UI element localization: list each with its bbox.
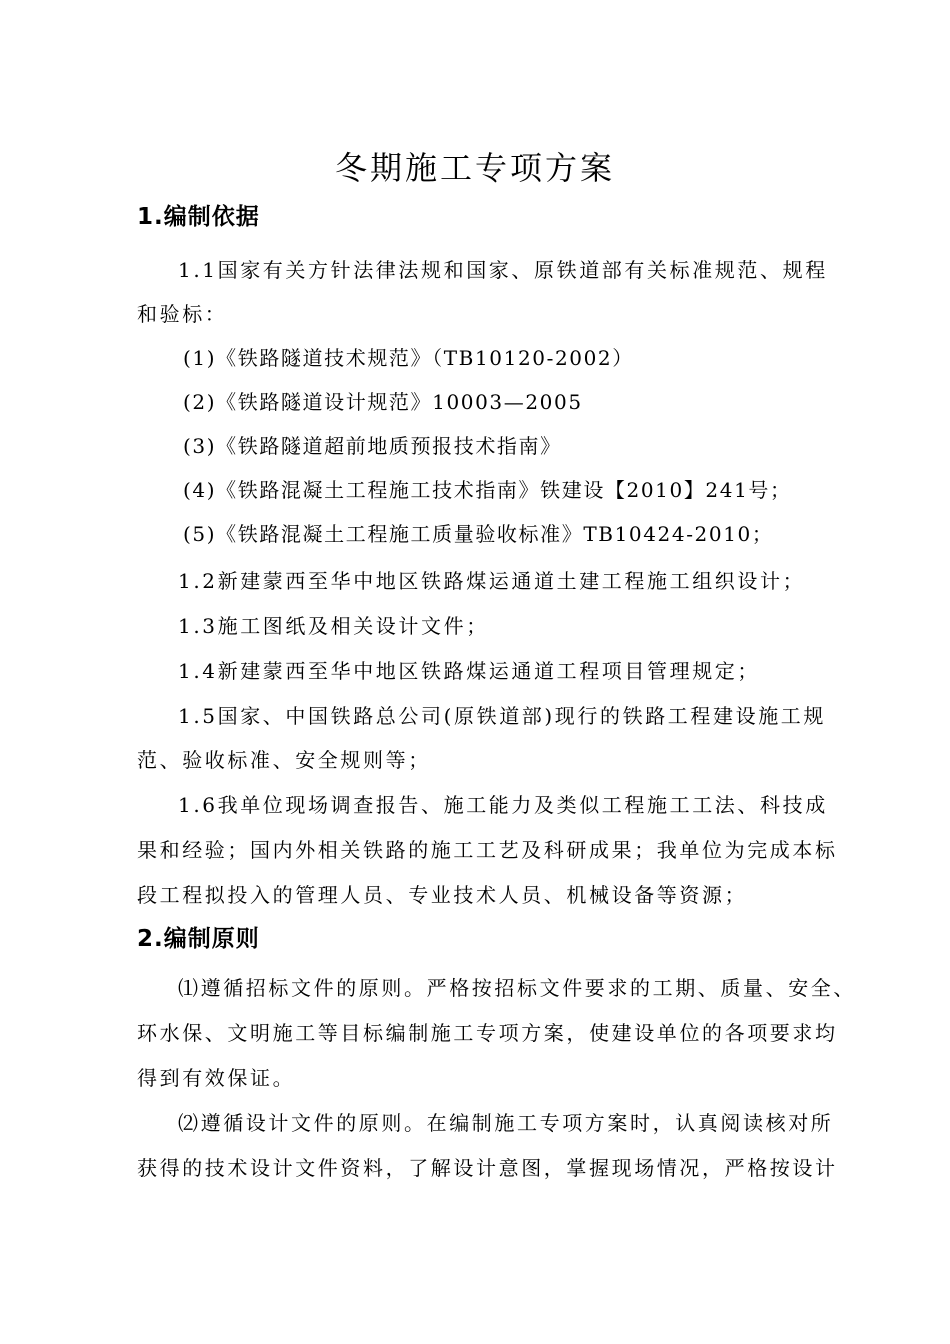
paragraph-1-4: 1.4新建蒙西至华中地区铁路煤运通道工程项目管理规定； bbox=[178, 659, 761, 683]
principle-2-line-1: ⑵遵循设计文件的原则。在编制施工专项方案时，认真阅读核对所 bbox=[178, 1111, 834, 1135]
reference-item-3: (3)《铁路隧道超前地质预报技术指南》 bbox=[183, 434, 562, 458]
principle-2-line-2: 获得的技术设计文件资料，了解设计意图，掌握现场情况，严格按设计 bbox=[137, 1156, 838, 1180]
reference-item-5: (5)《铁路混凝土工程施工质量验收标准》TB10424-2010； bbox=[183, 522, 774, 546]
section-heading-2: 2.编制原则 bbox=[137, 926, 260, 952]
paragraph-1-5-line-2: 范、验收标准、安全规则等； bbox=[137, 748, 431, 772]
paragraph-1-3: 1.3施工图纸及相关设计文件； bbox=[178, 614, 489, 638]
paragraph-1-6-line-3: 段工程拟投入的管理人员、专业技术人员、机械设备等资源； bbox=[137, 883, 748, 907]
paragraph-1-5-line-1: 1.5国家、中国铁路总公司(原铁道部)现行的铁路工程建设施工规 bbox=[178, 704, 827, 728]
reference-item-1: (1)《铁路隧道技术规范》（TB10120-2002） bbox=[183, 346, 634, 370]
paragraph-1-2: 1.2新建蒙西至华中地区铁路煤运通道土建工程施工组织设计； bbox=[178, 569, 806, 593]
section-heading-1: 1.编制依据 bbox=[137, 204, 260, 230]
principle-1-line-3: 得到有效保证。 bbox=[137, 1066, 296, 1090]
paragraph-1-1-line-2: 和验标： bbox=[137, 302, 228, 326]
reference-item-4: (4)《铁路混凝土工程施工技术指南》铁建设【2010】241号； bbox=[183, 478, 792, 502]
reference-item-2: (2)《铁路隧道设计规范》10003—2005 bbox=[183, 390, 583, 414]
paragraph-1-6-line-2: 果和经验；国内外相关铁路的施工工艺及科研成果；我单位为完成本标 bbox=[137, 838, 838, 862]
paragraph-1-6-line-1: 1.6我单位现场调查报告、施工能力及类似工程施工工法、科技成 bbox=[178, 793, 828, 817]
principle-1-line-1: ⑴遵循招标文件的原则。严格按招标文件要求的工期、质量、安全、 bbox=[178, 976, 856, 1000]
principle-1-line-2: 环水保、文明施工等目标编制施工专项方案，使建设单位的各项要求均 bbox=[137, 1021, 838, 1045]
document-title: 冬期施工专项方案 bbox=[334, 149, 615, 187]
paragraph-1-1-line-1: 1.1国家有关方针法律法规和国家、原铁道部有关标准规范、规程 bbox=[178, 258, 828, 282]
